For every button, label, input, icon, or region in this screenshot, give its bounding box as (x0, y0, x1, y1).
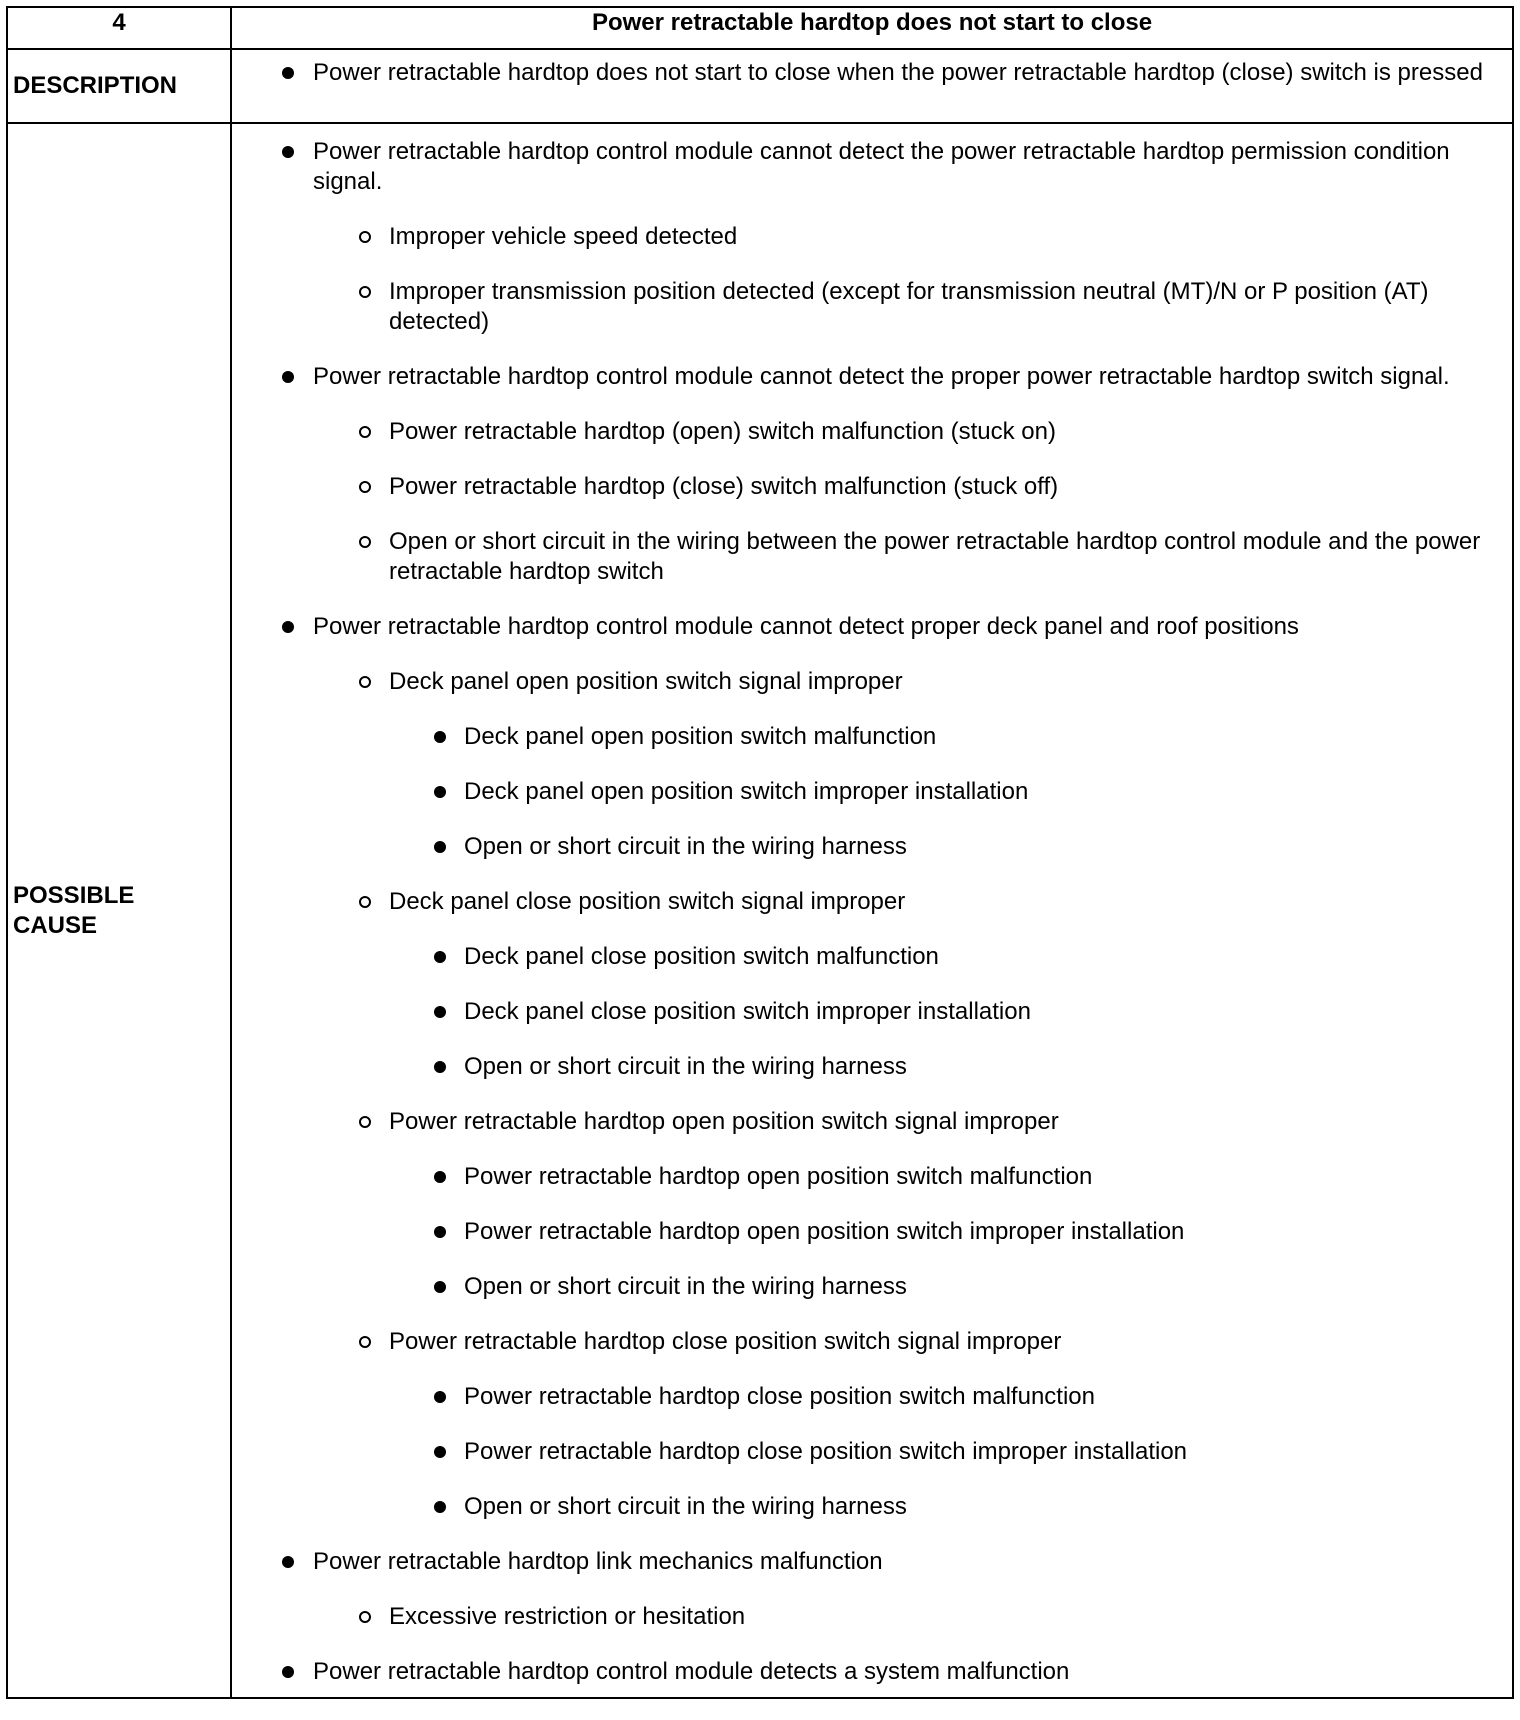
bullet-icon (282, 67, 294, 79)
bullet-icon (434, 951, 446, 963)
list-item: Open or short circuit in the wiring harness (232, 1492, 1492, 1522)
description-label: DESCRIPTION (7, 49, 231, 123)
bullet-icon (282, 1556, 294, 1568)
list-item: Improper transmission position detected (except for transmission neutral (MT)/N or P position (AT) detected) (232, 277, 1492, 337)
circle-bullet-icon (359, 896, 371, 908)
bullet-icon (282, 371, 294, 383)
circle-bullet-icon (359, 1116, 371, 1128)
list-item: Deck panel open position switch signal improper (232, 667, 1492, 697)
list-item: Open or short circuit in the wiring between the power retractable hardtop control module and the power retractable hardtop switch (232, 527, 1492, 587)
circle-bullet-icon (359, 536, 371, 548)
description-list (232, 58, 1492, 88)
bullet-icon (434, 1006, 446, 1018)
circle-bullet-icon (359, 231, 371, 243)
list-item: Deck panel close position switch malfunction (232, 942, 1492, 972)
possible-cause-cell (231, 123, 1513, 1698)
list-item: Improper vehicle speed detected (232, 222, 1492, 252)
list-item: Power retractable hardtop control module detects a system malfunction (232, 1657, 1492, 1687)
list-item: Open or short circuit in the wiring harness (232, 1052, 1492, 1082)
list-item: Power retractable hardtop close position switch signal improper (232, 1327, 1492, 1357)
list-item: Open or short circuit in the wiring harness (232, 832, 1492, 862)
list-item: Power retractable hardtop (close) switch malfunction (stuck off) (232, 472, 1492, 502)
circle-bullet-icon (359, 1336, 371, 1348)
bullet-icon (434, 1061, 446, 1073)
list-item: Power retractable hardtop close position switch improper installation (232, 1437, 1492, 1467)
list-item: Power retractable hardtop control module cannot detect the power retractable hardtop permission condition signal. (232, 137, 1492, 197)
bullet-icon (434, 1446, 446, 1458)
list-item: Power retractable hardtop close position switch malfunction (232, 1382, 1492, 1412)
list-item: Power retractable hardtop open position switch improper installation (232, 1217, 1492, 1247)
bullet-icon (434, 841, 446, 853)
list-item: Power retractable hardtop open position switch signal improper (232, 1107, 1492, 1137)
bullet-icon (282, 1666, 294, 1678)
bullet-icon (282, 621, 294, 633)
list-item: Deck panel open position switch malfunction (232, 722, 1492, 752)
circle-bullet-icon (359, 481, 371, 493)
list-item: Deck panel close position switch improper installation (232, 997, 1492, 1027)
circle-bullet-icon (359, 1611, 371, 1623)
list-item: Power retractable hardtop open position switch malfunction (232, 1162, 1492, 1192)
bullet-icon (434, 786, 446, 798)
list-item: Open or short circuit in the wiring harness (232, 1272, 1492, 1302)
diagnostic-table (6, 6, 1514, 1699)
list-item: Power retractable hardtop does not start to close when the power retractable hardtop (close) switch is pressed (232, 58, 1492, 88)
header-row (7, 7, 1513, 49)
description-cell (231, 49, 1513, 123)
step-number: 4 (7, 7, 231, 49)
list-item: Deck panel open position switch improper installation (232, 777, 1492, 807)
list-item: Power retractable hardtop (open) switch malfunction (stuck on) (232, 417, 1492, 447)
description-row (7, 49, 1513, 123)
circle-bullet-icon (359, 286, 371, 298)
list-item: Power retractable hardtop control module cannot detect the proper power retractable hardtop switch signal. (232, 362, 1492, 392)
list-item: Power retractable hardtop link mechanics malfunction (232, 1547, 1492, 1577)
list-item: Deck panel close position switch signal improper (232, 887, 1492, 917)
bullet-icon (434, 731, 446, 743)
possible-cause-row (7, 123, 1513, 1698)
step-title: Power retractable hardtop does not start to close (231, 7, 1513, 49)
bullet-icon (434, 1501, 446, 1513)
bullet-icon (434, 1391, 446, 1403)
list-item: Excessive restriction or hesitation (232, 1602, 1492, 1632)
bullet-icon (434, 1226, 446, 1238)
bullet-icon (282, 146, 294, 158)
circle-bullet-icon (359, 676, 371, 688)
circle-bullet-icon (359, 426, 371, 438)
bullet-icon (434, 1281, 446, 1293)
possible-cause-label: POSSIBLE CAUSE (7, 123, 231, 1698)
cause-list (232, 137, 1492, 1687)
bullet-icon (434, 1171, 446, 1183)
list-item: Power retractable hardtop control module cannot detect proper deck panel and roof positions (232, 612, 1492, 642)
